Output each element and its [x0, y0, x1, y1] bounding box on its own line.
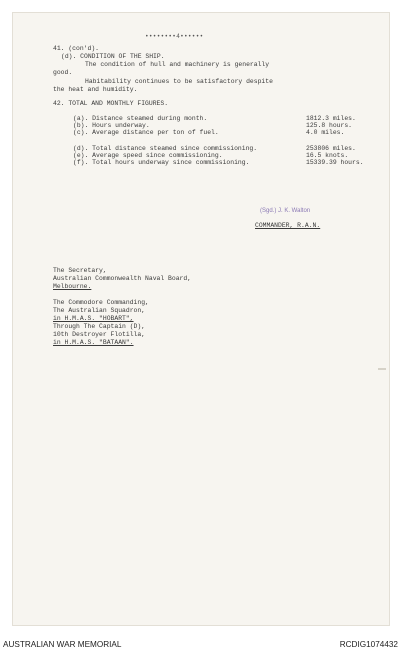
section-42-heading: 42. TOTAL AND MONTHLY FIGURES. [53, 100, 169, 107]
figure-label-b: (b). Hours underway. [73, 122, 150, 129]
footer-archive-name: AUSTRALIAN WAR MEMORIAL [3, 640, 122, 649]
paper-mark [378, 368, 386, 370]
figure-label-a: (a). Distance steamed during month. [73, 115, 208, 122]
figure-label-d: (d). Total distance steamed since commissioning. [73, 145, 258, 152]
footer-record-id: RCDIG1074432 [339, 640, 398, 649]
figure-value-a: 1812.3 miles. [306, 115, 356, 122]
addressee-line-1: The Secretary, [53, 267, 107, 274]
section-41-para1-line2: good. [53, 69, 73, 76]
section-41-subheading: (d). CONDITION OF THE SHIP. [61, 53, 165, 60]
section-41-para2-line1: Habitability continues to be satisfactory despite [85, 78, 273, 85]
section-41-heading: 41. (con'd). [53, 45, 100, 52]
via-line-1: The Commodore Commanding, [53, 299, 149, 306]
signature-rank: COMMANDER, R.A.N. [255, 222, 321, 229]
figure-value-e: 16.5 knots. [306, 152, 349, 159]
figure-value-b: 125.8 hours. [306, 122, 353, 129]
via-line-6: in H.M.A.S. "BATAAN". [53, 339, 134, 346]
figure-value-d: 253806 miles. [306, 145, 356, 152]
figure-value-f: 15339.39 hours. [306, 159, 364, 166]
figure-label-c: (c). Average distance per ton of fuel. [73, 129, 219, 136]
via-line-4: Through The Captain (D), [53, 323, 146, 330]
signature-stamp: (Sgd.) J. K. Walton [260, 208, 311, 214]
via-line-2: The Australian Squadron, [53, 307, 146, 314]
addressee-line-3: Melbourne. [53, 283, 92, 290]
figure-label-e: (e). Average speed since commissioning. [73, 152, 223, 159]
addressee-line-2: Australian Commonwealth Naval Board, [53, 275, 192, 282]
via-line-5: 10th Destroyer Flotilla, [53, 331, 146, 338]
page-marker: ••••••••4•••••• [145, 33, 204, 40]
via-line-3: in H.M.A.S. "HOBART", [53, 315, 134, 322]
document-page [12, 12, 390, 626]
figure-value-c: 4.0 miles. [306, 129, 345, 136]
section-41-para1-line1: The condition of hull and machinery is generally [85, 61, 270, 68]
section-41-para2-line2: the heat and humidity. [53, 86, 138, 93]
figure-label-f: (f). Total hours underway since commissioning. [73, 159, 250, 166]
